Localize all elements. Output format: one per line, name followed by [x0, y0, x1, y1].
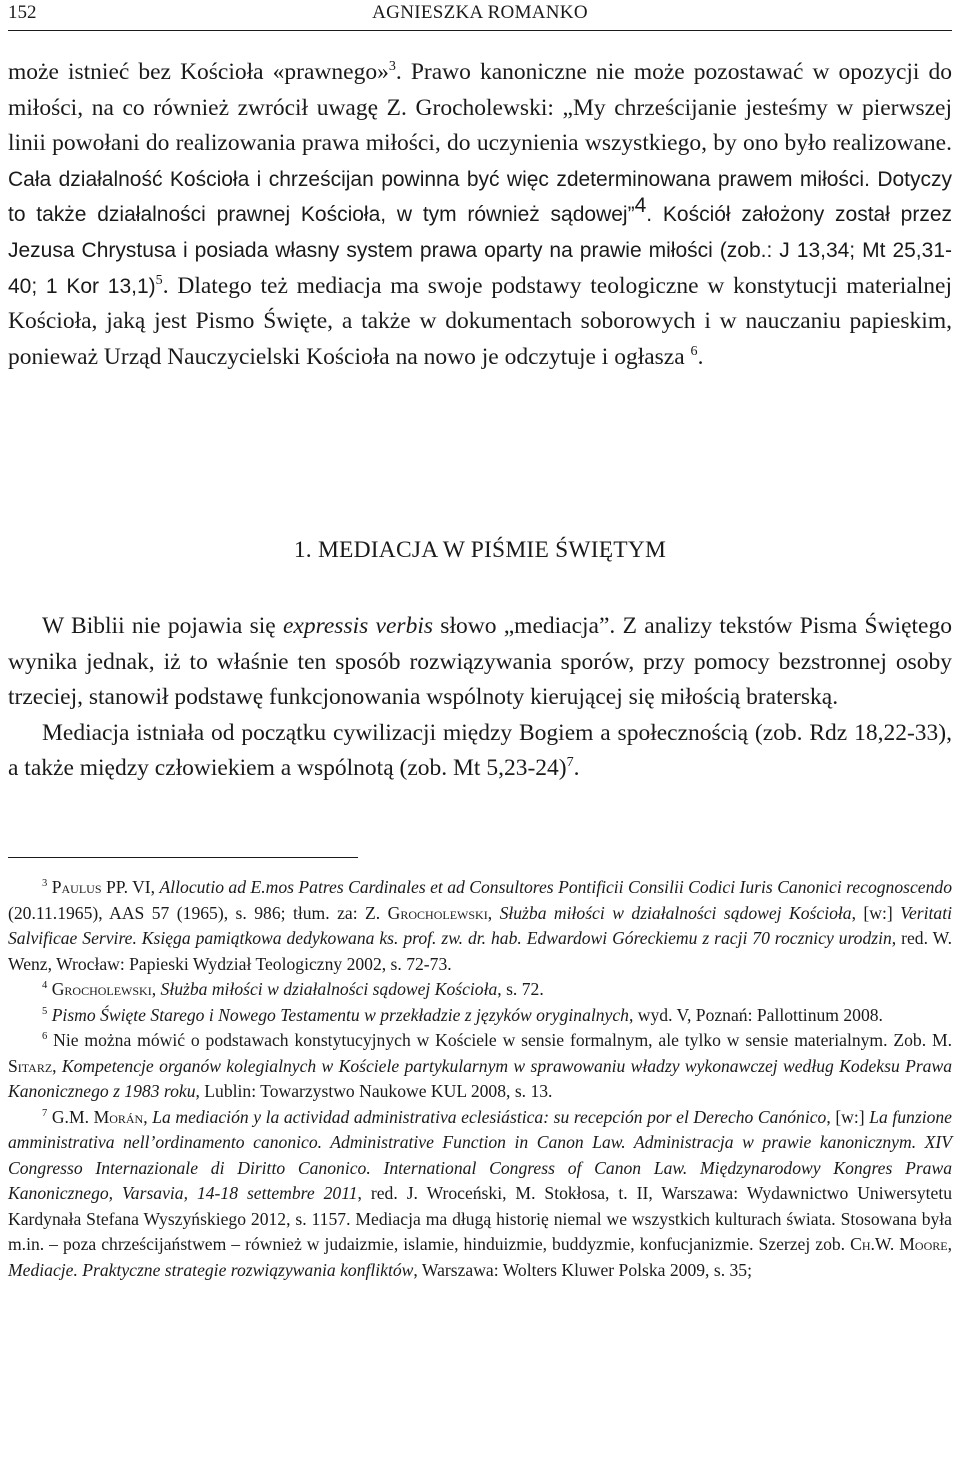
text-run: .	[573, 755, 580, 782]
work-title: La mediación y la actividad administrativa eclesiástica: su recepción por el Derecho Canónico	[152, 1106, 827, 1127]
paragraph	[8, 55, 952, 375]
work-title: Służba miłości w działalności sądowej Kościoła	[499, 902, 852, 923]
footnote-3	[8, 875, 952, 977]
section-text	[8, 609, 952, 787]
footnote-number: 4	[42, 980, 48, 992]
text-run: , s. 72.	[497, 979, 544, 999]
text-run: może istnieć bez Kościoła «prawnego»	[8, 59, 389, 85]
author-name: Sitarz	[8, 1055, 53, 1076]
section-heading: 1. MEDIACJA W PIŚMIE ŚWIĘTYM	[293, 537, 667, 563]
text-run: PP. VI,	[101, 877, 160, 897]
footnote-ref-7[interactable]: 7	[566, 754, 574, 771]
text-run: ,	[947, 1234, 952, 1254]
text-run: ,	[487, 902, 500, 923]
text-run: , wyd. V, Poznań: Pallottinum 2008.	[628, 1004, 883, 1025]
text-run: ,	[151, 979, 161, 999]
footnotes	[8, 875, 952, 1283]
text-run: Nie można mówić o podstawach konstytucyjnych w Kościele w sensie formalnym, ale tylko w sensie materialnym. Zob. M.	[47, 1030, 952, 1050]
text-run: ,	[52, 1055, 62, 1076]
footnote-number: 7	[42, 1107, 48, 1119]
page-number: 152	[8, 2, 37, 23]
work-title: Kompetencje organów kolegialnych w Kościele partykularnym w sprawowaniu władzy wykonawczej według Kodeksu Prawa Kanonicznego z 1983 roku	[8, 1055, 952, 1101]
footnote-number: 3	[42, 878, 48, 890]
footnote-6	[8, 1028, 952, 1105]
header-rule	[8, 30, 952, 31]
paragraph	[8, 716, 952, 787]
footnote-number: 5	[42, 1005, 48, 1017]
running-head-author: AGNIESZKA ROMANKO	[372, 2, 588, 23]
footnote-5	[8, 1003, 952, 1029]
text-run: (20.11.1965), AAS 57 (1965), s. 986; tłum. za: Z.	[8, 902, 388, 923]
text-run: Mediacja istniała od początku cywilizacji między Bogiem a społecznością (zob. Rdz 18,22-33), a także między człowiekiem a wspólnotą (zob. Mt 5,23-24)	[8, 719, 952, 782]
author-name: Ch.W. Moore	[850, 1234, 948, 1254]
main-text	[8, 55, 952, 375]
italic-phrase: expressis verbis	[282, 613, 433, 639]
paragraph	[8, 609, 952, 716]
work-title: Allocutio ad E.mos Patres Cardinales et ad Consultores Pontificii Consilii Codici Iuris Canonici recognoscendo	[159, 877, 952, 897]
work-title: La funzione amministrativa nell’ordinamento canonico. Administrative Function in Canon Law. Administracja w prawie kanonicznym. XIV Congresso Internazionale di Diritto Canonico. International Congress of Canon Law. Międzynarodowy Kongres Prawa Kanonicznego, Varsavia, 14-18 settembre 2011	[8, 1106, 952, 1203]
footnote-ref-5[interactable]: 5	[155, 271, 163, 288]
text-run: , [w:]	[851, 902, 901, 923]
work-title: Służba miłości w działalności sądowej Kościoła	[160, 979, 498, 999]
work-title: Pismo Święte Starego i Nowego Testamentu w przekładzie z języków oryginalnych	[51, 1004, 629, 1025]
author-name: Morán	[93, 1106, 144, 1127]
quote-text: Cała działalność Kościoła i chrześcijan powinna być więc zdeterminowana prawem miłości. Dotyczy to także działalności prawnej Kościoła, w tym również sądowej”	[8, 167, 952, 227]
footnote-ref-3[interactable]: 3	[388, 58, 396, 75]
work-title: Mediacje. Praktyczne strategie rozwiązywania konfliktów	[8, 1259, 414, 1280]
text-run: G.M.	[47, 1106, 94, 1127]
author-name: Grocholewski	[51, 979, 152, 999]
author-name: Paulus	[51, 877, 102, 897]
author-name: Grocholewski	[387, 902, 488, 923]
footnote-4	[8, 977, 952, 1003]
footnote-rule	[8, 857, 358, 858]
footnote-ref-6[interactable]: 6	[690, 342, 698, 359]
text-run: , red. J. Wroceński, M. Stokłosa, t. II, Warszawa: Wydawnictwo Uniwersytetu Kardynała Stefana Wyszyńskiego 2012, s. 1157. Mediacja ma długą historię niemal we wszystkich kulturach świata. Stosowana była m.in. – poza chrześcijaństwem – również w judaizmie, islamie, hinduizmie, buddyzmie, konfucjanizmie. Szerzej zob.	[8, 1183, 953, 1254]
text-run: . Dlatego też mediacja ma swoje podstawy teologiczne w konstytucji materialnej Kościoła, jaką jest Pismo Święte, a także w dokumentach soborowych i w nauczaniu papieskim, ponieważ Urząd Nauczycielski Kościoła na nowo je odczytuje i ogłasza	[8, 272, 952, 370]
text-run: słowo „mediacja”. Z analizy tekstów Pisma Świętego wynika jednak, iż to właśnie ten sposób rozwiązywania sporów, przy pomocy bezstronnej osoby trzeciej, stanowił podstawę funkcjonowania wspólnoty kierującej się miłością braterską.	[8, 613, 952, 711]
text-run: , [w:]	[826, 1106, 870, 1127]
text-run: .	[697, 343, 704, 370]
text-run: ,	[143, 1106, 153, 1127]
work-title: Veritati Salvificae Servire. Księga pamiątkowa dedykowana ks. prof. zw. dr. hab. Edwardowi Góreckiemu z racji 70 rocznicy urodzin	[8, 902, 953, 948]
text-run: , Lublin: Towarzystwo Naukowe KUL 2008, s. 13.	[195, 1081, 553, 1101]
footnote-number: 6	[42, 1031, 48, 1043]
footnote-7	[8, 1105, 952, 1284]
footnote-ref-4[interactable]: 4	[634, 194, 647, 218]
running-header	[8, 0, 952, 30]
quote-text: . Kościół założony został przez Jezusa Chrystusa i posiada własny system prawa oparty na prawie miłości (zob.: J 13,34; Mt 25,31-40; 1 Kor 13,1)	[8, 203, 952, 298]
text-run: , red. W. Wenz, Wrocław: Papieski Wydział Teologiczny 2002, s. 72-73.	[8, 928, 952, 974]
text-run: . Prawo kanoniczne nie może pozostawać w opozycji do miłości, na co również zwrócił uwagę Z. Grocholewski: „My chrześcijanie jesteśmy w pierwszej linii powołani do realizowania prawa miłości, do uczynienia wszystkiego, by ono było realizowane.	[8, 59, 953, 157]
text-run: W Biblii nie pojawia się	[42, 613, 283, 639]
text-run: , Warszawa: Wolters Kluwer Polska 2009, s. 35;	[413, 1259, 752, 1280]
